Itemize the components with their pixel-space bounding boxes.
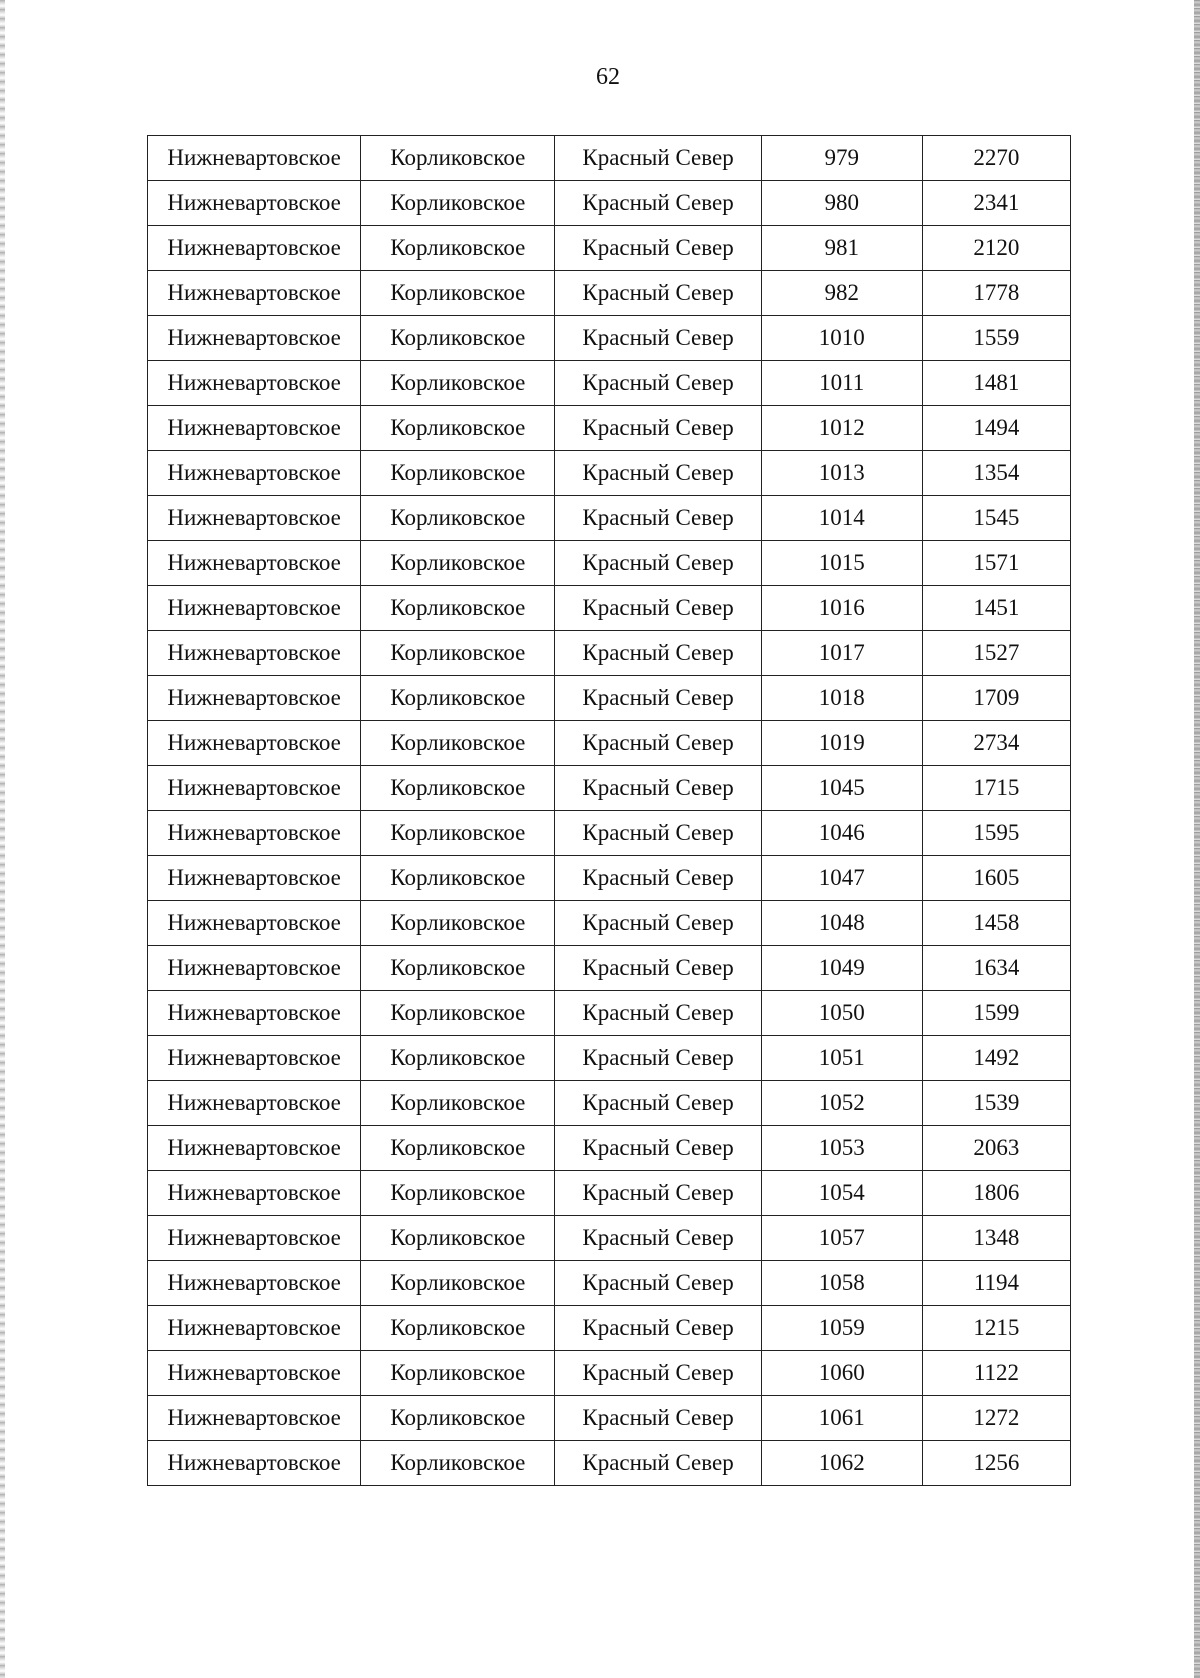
district-cell: Нижневартовское	[148, 811, 361, 856]
plot-number-cell: 1048	[761, 901, 922, 946]
table-row	[148, 1261, 1071, 1306]
settlement-cell: Корликовское	[361, 406, 555, 451]
district-cell: Нижневартовское	[148, 316, 361, 361]
value-cell: 1272	[922, 1396, 1070, 1441]
plot-number-cell: 1061	[761, 1396, 922, 1441]
scan-edge-left	[0, 0, 5, 1678]
settlement-cell: Корликовское	[361, 991, 555, 1036]
district-cell: Нижневартовское	[148, 496, 361, 541]
district-cell: Нижневартовское	[148, 1441, 361, 1486]
plot-number-cell: 1017	[761, 631, 922, 676]
district-cell: Нижневартовское	[148, 226, 361, 271]
settlement-cell: Корликовское	[361, 451, 555, 496]
settlement-cell: Корликовское	[361, 946, 555, 991]
settlement-cell: Корликовское	[361, 496, 555, 541]
settlement-cell: Корликовское	[361, 1441, 555, 1486]
table-body	[148, 136, 1071, 1486]
locality-cell: Красный Север	[555, 1261, 761, 1306]
plot-number-cell: 1060	[761, 1351, 922, 1396]
table-row	[148, 946, 1071, 991]
table-row	[148, 316, 1071, 361]
district-cell: Нижневартовское	[148, 361, 361, 406]
locality-cell: Красный Север	[555, 901, 761, 946]
plot-number-cell: 1058	[761, 1261, 922, 1306]
plot-number-cell: 1062	[761, 1441, 922, 1486]
value-cell: 1494	[922, 406, 1070, 451]
value-cell: 2063	[922, 1126, 1070, 1171]
table-row	[148, 1306, 1071, 1351]
table-row	[148, 496, 1071, 541]
district-cell: Нижневартовское	[148, 136, 361, 181]
locality-cell: Красный Север	[555, 766, 761, 811]
district-cell: Нижневартовское	[148, 901, 361, 946]
value-cell: 1571	[922, 541, 1070, 586]
value-cell: 1194	[922, 1261, 1070, 1306]
district-cell: Нижневартовское	[148, 1081, 361, 1126]
plot-number-cell: 1010	[761, 316, 922, 361]
settlement-cell: Корликовское	[361, 1261, 555, 1306]
district-cell: Нижневартовское	[148, 676, 361, 721]
locality-cell: Красный Север	[555, 811, 761, 856]
locality-cell: Красный Север	[555, 1306, 761, 1351]
settlement-cell: Корликовское	[361, 1351, 555, 1396]
table-row	[148, 1036, 1071, 1081]
locality-cell: Красный Север	[555, 631, 761, 676]
plot-number-cell: 1047	[761, 856, 922, 901]
value-cell: 1634	[922, 946, 1070, 991]
value-cell: 1559	[922, 316, 1070, 361]
locality-cell: Красный Север	[555, 1216, 761, 1261]
locality-cell: Красный Север	[555, 946, 761, 991]
locality-cell: Красный Север	[555, 1036, 761, 1081]
table-row	[148, 1351, 1071, 1396]
plot-number-cell: 1014	[761, 496, 922, 541]
plot-number-cell: 982	[761, 271, 922, 316]
district-cell: Нижневартовское	[148, 541, 361, 586]
data-table	[147, 135, 1071, 1486]
table-row	[148, 1081, 1071, 1126]
district-cell: Нижневартовское	[148, 1261, 361, 1306]
value-cell: 2734	[922, 721, 1070, 766]
district-cell: Нижневартовское	[148, 1396, 361, 1441]
table-row	[148, 901, 1071, 946]
table-row	[148, 451, 1071, 496]
locality-cell: Красный Север	[555, 1081, 761, 1126]
table-row	[148, 1171, 1071, 1216]
value-cell: 1806	[922, 1171, 1070, 1216]
table-row	[148, 136, 1071, 181]
locality-cell: Красный Север	[555, 721, 761, 766]
table-row	[148, 991, 1071, 1036]
scan-edge-right	[1194, 0, 1200, 1678]
plot-number-cell: 1019	[761, 721, 922, 766]
plot-number-cell: 1018	[761, 676, 922, 721]
plot-number-cell: 1045	[761, 766, 922, 811]
table-row	[148, 181, 1071, 226]
value-cell: 1709	[922, 676, 1070, 721]
value-cell: 1492	[922, 1036, 1070, 1081]
locality-cell: Красный Север	[555, 1441, 761, 1486]
value-cell: 1599	[922, 991, 1070, 1036]
table-row	[148, 1441, 1071, 1486]
settlement-cell: Корликовское	[361, 136, 555, 181]
locality-cell: Красный Север	[555, 271, 761, 316]
value-cell: 1451	[922, 586, 1070, 631]
settlement-cell: Корликовское	[361, 541, 555, 586]
district-cell: Нижневартовское	[148, 1036, 361, 1081]
table-row	[148, 676, 1071, 721]
settlement-cell: Корликовское	[361, 901, 555, 946]
plot-number-cell: 1015	[761, 541, 922, 586]
table-row	[148, 226, 1071, 271]
value-cell: 1348	[922, 1216, 1070, 1261]
value-cell: 1215	[922, 1306, 1070, 1351]
settlement-cell: Корликовское	[361, 856, 555, 901]
locality-cell: Красный Север	[555, 856, 761, 901]
value-cell: 2341	[922, 181, 1070, 226]
table-row	[148, 406, 1071, 451]
district-cell: Нижневартовское	[148, 1171, 361, 1216]
plot-number-cell: 1053	[761, 1126, 922, 1171]
settlement-cell: Корликовское	[361, 226, 555, 271]
table-row	[148, 271, 1071, 316]
plot-number-cell: 1051	[761, 1036, 922, 1081]
settlement-cell: Корликовское	[361, 721, 555, 766]
table-row	[148, 541, 1071, 586]
district-cell: Нижневартовское	[148, 631, 361, 676]
district-cell: Нижневартовское	[148, 451, 361, 496]
value-cell: 1256	[922, 1441, 1070, 1486]
plot-number-cell: 1052	[761, 1081, 922, 1126]
settlement-cell: Корликовское	[361, 316, 555, 361]
plot-number-cell: 1049	[761, 946, 922, 991]
district-cell: Нижневартовское	[148, 946, 361, 991]
locality-cell: Красный Север	[555, 406, 761, 451]
table-row	[148, 1216, 1071, 1261]
plot-number-cell: 1016	[761, 586, 922, 631]
plot-number-cell: 1012	[761, 406, 922, 451]
value-cell: 1527	[922, 631, 1070, 676]
value-cell: 2120	[922, 226, 1070, 271]
settlement-cell: Корликовское	[361, 811, 555, 856]
settlement-cell: Корликовское	[361, 631, 555, 676]
locality-cell: Красный Север	[555, 1126, 761, 1171]
district-cell: Нижневартовское	[148, 1126, 361, 1171]
table-row	[148, 721, 1071, 766]
district-cell: Нижневартовское	[148, 856, 361, 901]
district-cell: Нижневартовское	[148, 1306, 361, 1351]
value-cell: 1605	[922, 856, 1070, 901]
locality-cell: Красный Север	[555, 541, 761, 586]
settlement-cell: Корликовское	[361, 181, 555, 226]
locality-cell: Красный Север	[555, 991, 761, 1036]
table-row	[148, 811, 1071, 856]
value-cell: 1778	[922, 271, 1070, 316]
district-cell: Нижневартовское	[148, 766, 361, 811]
value-cell: 1354	[922, 451, 1070, 496]
plot-number-cell: 1011	[761, 361, 922, 406]
plot-number-cell: 981	[761, 226, 922, 271]
plot-number-cell: 979	[761, 136, 922, 181]
district-cell: Нижневартовское	[148, 1216, 361, 1261]
settlement-cell: Корликовское	[361, 1396, 555, 1441]
value-cell: 1481	[922, 361, 1070, 406]
settlement-cell: Корликовское	[361, 676, 555, 721]
settlement-cell: Корликовское	[361, 361, 555, 406]
locality-cell: Красный Север	[555, 676, 761, 721]
district-cell: Нижневартовское	[148, 181, 361, 226]
table-row	[148, 586, 1071, 631]
value-cell: 1458	[922, 901, 1070, 946]
table-row	[148, 1396, 1071, 1441]
locality-cell: Красный Север	[555, 1351, 761, 1396]
value-cell: 1715	[922, 766, 1070, 811]
district-cell: Нижневартовское	[148, 271, 361, 316]
plot-number-cell: 1057	[761, 1216, 922, 1261]
district-cell: Нижневартовское	[148, 721, 361, 766]
settlement-cell: Корликовское	[361, 271, 555, 316]
district-cell: Нижневартовское	[148, 586, 361, 631]
locality-cell: Красный Север	[555, 1171, 761, 1216]
plot-number-cell: 1059	[761, 1306, 922, 1351]
locality-cell: Красный Север	[555, 316, 761, 361]
value-cell: 1595	[922, 811, 1070, 856]
table-row	[148, 856, 1071, 901]
locality-cell: Красный Север	[555, 496, 761, 541]
plot-number-cell: 1054	[761, 1171, 922, 1216]
locality-cell: Красный Север	[555, 451, 761, 496]
table-row	[148, 766, 1071, 811]
settlement-cell: Корликовское	[361, 766, 555, 811]
locality-cell: Красный Север	[555, 181, 761, 226]
district-cell: Нижневартовское	[148, 991, 361, 1036]
value-cell: 1539	[922, 1081, 1070, 1126]
locality-cell: Красный Север	[555, 136, 761, 181]
value-cell: 1545	[922, 496, 1070, 541]
locality-cell: Красный Север	[555, 361, 761, 406]
value-cell: 1122	[922, 1351, 1070, 1396]
settlement-cell: Корликовское	[361, 1036, 555, 1081]
district-cell: Нижневартовское	[148, 1351, 361, 1396]
settlement-cell: Корликовское	[361, 586, 555, 631]
settlement-cell: Корликовское	[361, 1306, 555, 1351]
settlement-cell: Корликовское	[361, 1171, 555, 1216]
table-row	[148, 1126, 1071, 1171]
settlement-cell: Корликовское	[361, 1081, 555, 1126]
table-row	[148, 631, 1071, 676]
locality-cell: Красный Север	[555, 226, 761, 271]
plot-number-cell: 1013	[761, 451, 922, 496]
page-number: 62	[596, 64, 620, 90]
table-row	[148, 361, 1071, 406]
district-cell: Нижневартовское	[148, 406, 361, 451]
plot-number-cell: 1046	[761, 811, 922, 856]
locality-cell: Красный Север	[555, 1396, 761, 1441]
settlement-cell: Корликовское	[361, 1126, 555, 1171]
value-cell: 2270	[922, 136, 1070, 181]
plot-number-cell: 980	[761, 181, 922, 226]
plot-number-cell: 1050	[761, 991, 922, 1036]
settlement-cell: Корликовское	[361, 1216, 555, 1261]
locality-cell: Красный Север	[555, 586, 761, 631]
